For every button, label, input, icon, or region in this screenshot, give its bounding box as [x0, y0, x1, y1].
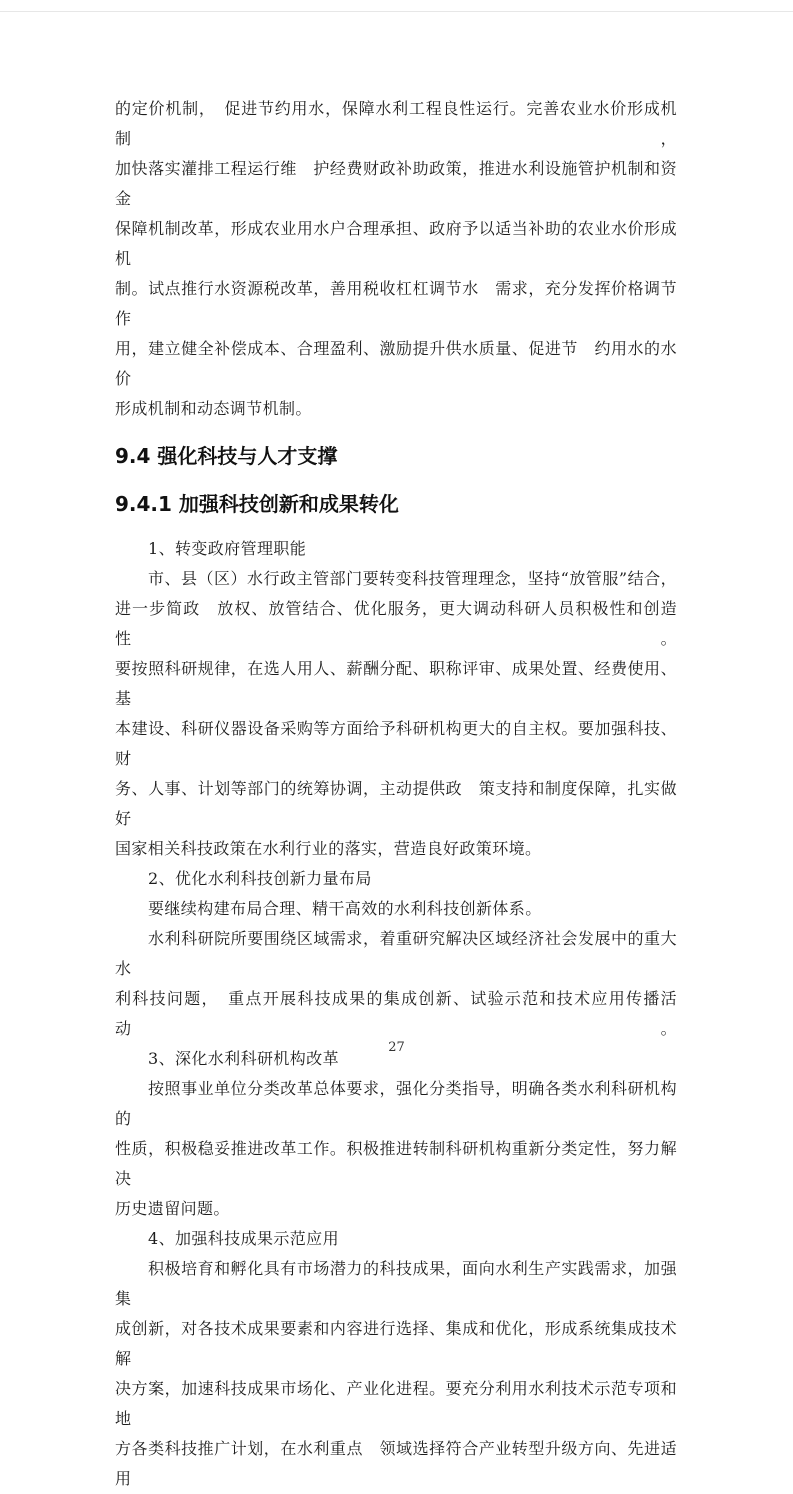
paragraph-line: 要按照科研规律，在选人用人、薪酬分配、职称评审、成果处置、经费使用、基	[115, 659, 677, 708]
subsection-body	[115, 534, 677, 1494]
paragraph-line: 市、县（区）水行政主管部门要转变科技管理理念，坚持“放管服”结合，	[148, 569, 677, 588]
paragraph-line: 性质，积极稳妥推进改革工作。积极推进转制科研机构重新分类定性，努力解决	[115, 1139, 677, 1188]
paragraph-line: 务、人事、计划等部门的统筹协调，主动提供政 策支持和制度保障，扎实做好	[115, 779, 677, 828]
paragraph-line: 国家相关科技政策在水利行业的落实，营造良好政策环境。	[115, 839, 542, 858]
paragraph-line: 加快落实灌排工程运行维 护经费财政补助政策，推进水利设施管护机制和资金	[115, 159, 677, 208]
paragraph-line: 成创新，对各技术成果要素和内容进行选择、集成和优化，形成系统集成技术解	[115, 1319, 677, 1368]
paragraph-line: 历史遗留问题。	[115, 1199, 230, 1218]
list-item-title: 1、转变政府管理职能	[148, 539, 307, 558]
section-heading: 9.4 强化科技与人才支撑	[115, 444, 338, 468]
paragraph-line: 方各类科技推广计划，在水利重点 领域选择符合产业转型升级方向、先进适用	[115, 1439, 677, 1488]
paragraph-line: 决方案，加速科技成果市场化、产业化进程。要充分利用水利技术示范专项和地	[115, 1379, 677, 1428]
paragraph-line: 制。试点推行水资源税改革，善用税收杠杠调节水 需求，充分发挥价格调节作	[115, 279, 677, 328]
text-column	[115, 0, 677, 1494]
subsection-heading: 9.4.1 加强科技创新和成果转化	[115, 492, 399, 516]
paragraph-line: 的定价机制， 促进节约用水，保障水利工程良性运行。完善农业水价形成机制，	[115, 99, 677, 148]
paragraph-line: 利科技问题， 重点开展科技成果的集成创新、试验示范和技术应用传播活动。	[115, 989, 677, 1038]
paragraph-line: 用，建立健全补偿成本、合理盈利、激励提升供水质量、促进节 约用水的水价	[115, 339, 677, 388]
list-item-title: 2、优化水利科技创新力量布局	[148, 869, 372, 888]
paragraph-line: 要继续构建布局合理、精干高效的水利科技创新体系。	[148, 899, 542, 918]
paragraph-line: 水利科研院所要围绕区域需求，着重研究解决区域经济社会发展中的重大水	[115, 929, 677, 978]
list-item-title: 3、深化水利科研机构改革	[148, 1049, 339, 1068]
paragraph-line: 保障机制改革，形成农业用水户合理承担、政府予以适当补助的农业水价形成机	[115, 219, 677, 268]
paragraph-line: 按照事业单位分类改革总体要求，强化分类指导，明确各类水利科研机构的	[115, 1079, 677, 1128]
paragraph-line: 积极培育和孵化具有市场潜力的科技成果，面向水利生产实践需求，加强集	[115, 1259, 677, 1308]
list-item-title: 4、加强科技成果示范应用	[148, 1229, 339, 1248]
paragraph-line: 形成机制和动态调节机制。	[115, 399, 312, 418]
page-number: 27	[388, 1040, 405, 1055]
paragraph-line: 本建设、科研仪器设备采购等方面给予科研机构更大的自主权。要加强科技、财	[115, 719, 677, 768]
paragraph-line: 进一步简政 放权、放管结合、优化服务，更大调动科研人员积极性和创造性。	[115, 599, 677, 648]
